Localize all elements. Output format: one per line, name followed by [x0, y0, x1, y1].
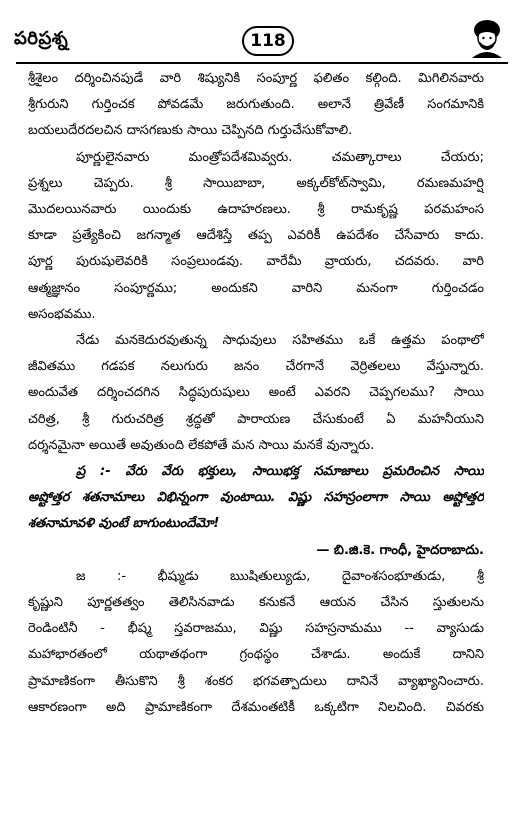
text-line: ప్రామాణికంగా తీసుకొని శ్రీ శంకర భగవత్పాదులు దానినే వ్యాఖ్యానించారు.	[28, 673, 484, 689]
text-line: ప్రశ్నలు చెప్పరు. శ్రీ సాయిబాబా, అక్కల్‌కోట్‌స్వామి, రమణమహర్షి	[28, 175, 484, 191]
text-line: పూర్ణులైనవారు మంత్రోపదేశమివ్వరు. చమత్కారాలు చేయరు;	[76, 149, 484, 165]
text-line: నేడు మనకెదురవుతున్న సాధువులు సహితము ఒకే ఉత్తమ పంథాలో	[76, 333, 484, 349]
text-line: కృష్ణుని పూర్ణతత్వం తెలిసినవాడు కనుకనే ఆయన చేసిన స్తుతులను	[28, 595, 484, 611]
text-line: ఆకారణంగా అది ప్రామాణికంగా దేశమంతటికీ ఒక్కటిగా నిలచింది. చివరకు	[28, 699, 484, 715]
text-line: శ్రీగురుని గుర్తించక పోవడమే జరుగుతుంది. అలానే త్రివేణీ సంగమానికి	[28, 97, 484, 113]
question-line: అష్టోత్తర శతనామాలు విభిన్నంగా వుంటాయి. విష్ణు సహస్రంలాగా సాయి అష్టోత్తర	[28, 490, 484, 506]
text-line: మహాభారతంలో యథాతథంగా గ్రంథస్థం చేశాడు. అందుకే దానిని	[28, 647, 484, 663]
text-line: అసంభవము.	[28, 306, 96, 322]
question-line: ప్ర :- వేరు వేరు భక్తులు, సాయిభక్త సమాజాలు ప్రమరించిన సాయి	[76, 464, 484, 480]
text-line: రెండింటినీ - భీష్మ స్తవరాజము, విష్ణు సహస్రనామము -- వ్యాసుడు	[28, 621, 484, 637]
text-line: కూడా ప్రత్యేకించి జగన్మాత ఆదేశిస్తే తప్ప ఎవరికీ ఉపదేశం చేసేవారు కాదు.	[28, 228, 484, 244]
page-header	[14, 26, 510, 56]
page-body	[28, 66, 484, 721]
text-line: అందువేత దర్శించదగిన సిద్ధపురుషులు అంటే ఎవరని చెప్పగలము? సాయి	[28, 385, 484, 401]
text-line: దర్శనమైనా అయితే అవుతుంది లేకపోతే మన సాయి మనకే వున్నారు.	[28, 437, 375, 453]
book-title: పరిప్రశ్న	[14, 28, 69, 49]
text-line: శ్రీశైలం దర్శించినపుడే వారి శిష్యునికి సంపూర్ణ ఫలితం కల్గింది. మిగిలినవారు	[28, 71, 484, 86]
sai-baba-portrait-icon	[466, 16, 508, 58]
text-line: మొదలయినవారు యిందుకు ఉదాహరణలు. శ్రీ రామకృష్ణ పరమహంస	[28, 202, 484, 218]
question-line: శతనామావళి వుంటే బాగుంటుందేమో!	[28, 516, 220, 532]
header-divider	[16, 62, 508, 64]
text-line: బయలుదేరదలచిన దాసగణుకు సాయి చెప్పినది గుర్తుచేసుకోవాలి.	[28, 123, 353, 139]
question-author: — బి.జి.కె. గాంధీ, హైదరాబాదు.	[316, 542, 484, 558]
text-line: ఆత్మజ్ఞానం సంపూర్ణము; అందుకని వారిని మనంగా గుర్తించడం	[28, 280, 484, 296]
answer-line: జ :- భీష్ముడు ఋషితుల్యుడు, దైవాంశసంభూతుడు, శ్రీ	[76, 568, 484, 584]
text-line: జీవితము గడపక నలుగురు జనం చేరగానే వెర్రితలలు వేస్తున్నారు.	[28, 359, 484, 375]
text-line: పూర్ణ పురుషులెవరికి సంప్రలుండవు. వారేమీ వ్రాయరు, చదవరు. వారి	[28, 254, 484, 270]
text-line: చరిత్ర, శ్రీ గురుచరిత్ర శ్రద్ధతో పారాయణ చేసుకుంటే ఏ మహనీయుని	[28, 411, 484, 427]
page-number-badge: 118	[242, 26, 294, 56]
